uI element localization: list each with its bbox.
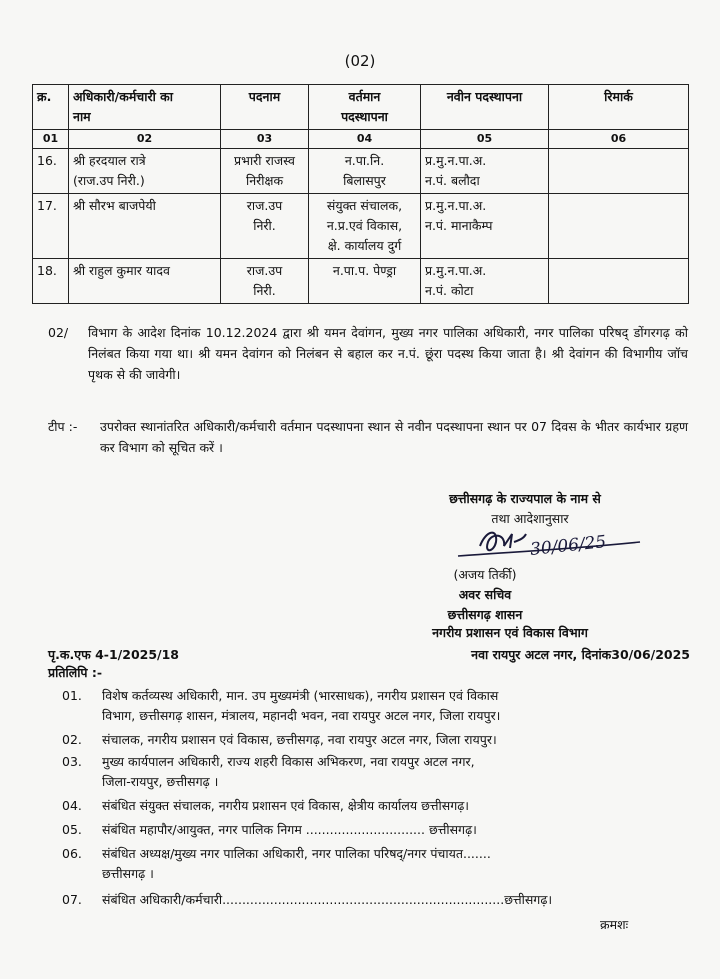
cc-number: 03.: [62, 754, 82, 769]
row-current-posting: संयुक्त संचालक, न.प्र.एवं विकास, क्षे. कार्यालय दुर्ग: [309, 194, 421, 259]
row-remark: [549, 194, 689, 259]
table-header-row: [33, 85, 689, 130]
row-designation: राज.उप निरी.: [221, 259, 309, 304]
cc-text: संबंधित महापौर/आयुक्त, नगर पालिक निगम .............................. छत्तीसगढ़।: [102, 822, 477, 837]
signatory-designation: अवर सचिव: [458, 587, 512, 602]
column-number-row: [33, 130, 689, 149]
cc-text: विशेष कर्तव्यस्थ अधिकारी, मान. उप मुख्यमंत्री (भारसाधक), नगरीय प्रशासन एवं विकास विभाग, छत्तीसगढ़ शासन, मंत्रालय, महानदी भवन, नवा रायपुर अटल नगर, जिला रायपुर।: [102, 688, 501, 723]
row-new-posting: प्र.मु.न.पा.अ. न.पं. मानाकैम्प: [421, 194, 549, 259]
handwritten-date: 30/06/25: [529, 532, 608, 560]
cc-text: संचालक, नगरीय प्रशासन एवं विकास, छत्तीसगढ़, नवा रायपुर अटल नगर, जिला रायपुर।: [102, 732, 497, 747]
row-serial: 16.: [33, 149, 69, 194]
row-name: श्री राहुल कुमार यादव: [69, 259, 221, 304]
signatory-name: (अजय तिर्की): [453, 567, 517, 582]
para-text: विभाग के आदेश दिनांक 10.12.2024 द्वारा श्री यमन देवांगन, मुख्य नगर पालिका अधिकारी, नगर पालिका परिषद् डोंगरगढ़ को निलंबत किया गया था। श्री यमन देवांगन को निलंबन से बहाल कर न.पं. छूंरा पदस्थ किया जाता है। श्री देवांगन की विभागीय जॉच पृथक से की जावेगी।: [88, 325, 688, 382]
signatory-dept: नगरीय प्रशासन एवं विकास विभाग: [432, 625, 588, 640]
row-name: श्री हरदयाल रात्रे (राज.उप निरी.): [69, 149, 221, 194]
header-new-posting: नवीन पदस्थापना: [421, 85, 549, 130]
col-number: 01: [33, 130, 69, 149]
cc-number: 06.: [62, 846, 82, 861]
col-number: 04: [309, 130, 421, 149]
row-designation: प्रभारी राजस्व निरीक्षक: [221, 149, 309, 194]
table-row: [33, 194, 689, 259]
file-number: पृ.क.एफ 4-1/2025/18: [48, 647, 179, 662]
header-serial: क्र.: [33, 85, 69, 130]
authority-line: छत्तीसगढ़ के राज्यपाल के नाम से: [449, 491, 601, 506]
continued-label: क्रमशः: [600, 917, 629, 932]
cc-number: 01.: [62, 688, 82, 703]
signatory-govt: छत्तीसगढ़ शासन: [447, 607, 523, 622]
cc-heading: प्रतिलिपि :-: [48, 665, 103, 680]
transfer-table: [32, 84, 689, 304]
cc-number: 04.: [62, 798, 82, 813]
header-current-posting: वर्तमान पदस्थापना: [309, 85, 421, 130]
row-current-posting: न.पा.नि. बिलासपुर: [309, 149, 421, 194]
row-serial: 18.: [33, 259, 69, 304]
table-row: [33, 149, 689, 194]
note-label: टीप :-: [48, 419, 78, 434]
header-remark: रिमार्क: [549, 85, 689, 130]
para-number: 02/: [48, 325, 69, 340]
cc-text: संबंधित संयुक्त संचालक, नगरीय प्रशासन एवं विकास, क्षेत्रीय कार्यालय छत्तीसगढ़।: [102, 798, 470, 813]
row-name: श्री सौरभ बाजपेयी: [69, 194, 221, 259]
row-remark: [549, 149, 689, 194]
authority-line: तथा आदेशानुसार: [491, 511, 569, 526]
row-current-posting: न.पा.प. पेण्ड्रा: [309, 259, 421, 304]
cc-text: मुख्य कार्यपालन अधिकारी, राज्य शहरी विकास अभिकरण, नवा रायपुर अटल नगर, जिला-रायपुर, छत्तीसगढ़ ।: [102, 754, 475, 789]
cc-number: 05.: [62, 822, 82, 837]
col-number: 05: [421, 130, 549, 149]
cc-text: संबंधित अधिकारी/कर्मचारी.......................................................................छत्तीसगढ़।: [102, 892, 553, 907]
col-number: 06: [549, 130, 689, 149]
col-number: 02: [69, 130, 221, 149]
page-number: (02): [344, 52, 376, 70]
cc-text: संबंधित अध्यक्ष/मुख्य नगर पालिका अधिकारी, नगर पालिका परिषद्/नगर पंचायत....... छत्तीसगढ़ ।: [102, 846, 491, 881]
note-text: उपरोक्त स्थानांतरित अधिकारी/कर्मचारी वर्तमान पदस्थापना स्थान से नवीन पदस्थापना स्थान पर 07 दिवस के भीतर कार्यभार ग्रहण कर विभाग को सूचित करें ।: [100, 419, 688, 455]
row-new-posting: प्र.मु.न.पा.अ. न.पं. बलौदा: [421, 149, 549, 194]
header-designation: पदनाम: [221, 85, 309, 130]
cc-number: 02.: [62, 732, 82, 747]
row-serial: 17.: [33, 194, 69, 259]
row-new-posting: प्र.मु.न.पा.अ. न.पं. कोटा: [421, 259, 549, 304]
cc-number: 07.: [62, 892, 82, 907]
table-row: [33, 259, 689, 304]
row-designation: राज.उप निरी.: [221, 194, 309, 259]
col-number: 03: [221, 130, 309, 149]
header-name: अधिकारी/कर्मचारी का नाम: [69, 85, 221, 130]
place-date: नवा रायपुर अटल नगर, दिनांक30/06/2025: [471, 647, 690, 662]
row-remark: [549, 259, 689, 304]
